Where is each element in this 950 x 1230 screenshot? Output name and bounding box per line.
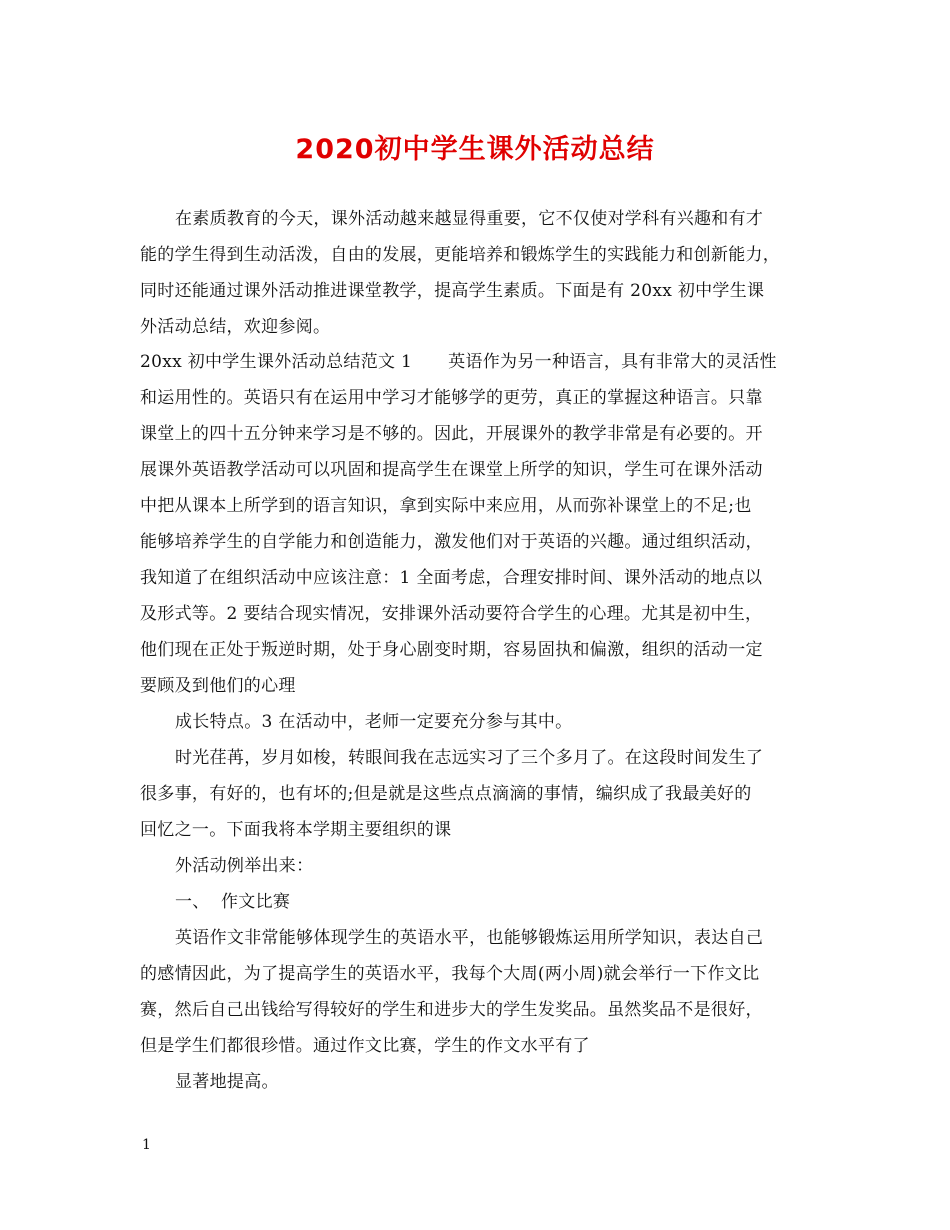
paragraph-line: 但是学生们都很珍惜。通过作文比赛，学生的作文水平有了 [140,1036,590,1056]
paragraph-line: 及形式等。2 要结合现实情况，安排课外活动要符合学生的心理。尤其是初中生， [140,604,763,624]
page-number: 1 [142,1137,151,1153]
paragraph-line: 外活动总结，欢迎参阅。 [140,317,331,337]
paragraph-line: 在素质教育的今天，课外活动越来越显得重要，它不仅使对学科有兴趣和有才 [175,209,764,229]
paragraph-line: 成长特点。3 在活动中，老师一定要充分参与其中。 [175,712,573,732]
paragraph-line: 他们现在正处于叛逆时期，处于身心剧变时期，容易固执和偏激，组织的活动一定 [140,640,763,660]
paragraph-line: 同时还能通过课外活动推进课堂教学，提高学生素质。下面是有 20xx 初中学生课 [140,281,765,301]
paragraph-line: 英语作文非常能够体现学生的英语水平，也能够锻炼运用所学知识，表达自己 [175,928,764,948]
section-heading: 一、 作文比赛 [175,892,291,912]
paragraph-line: 要顾及到他们的心理 [140,676,296,696]
section-heading: 20xx 初中学生课外活动总结范文 1 [140,352,413,372]
paragraph-line: 我知道了在组织活动中应该注意：1 全面考虑，合理安排时间、课外活动的地点以 [140,568,763,588]
paragraph-line: 的感情因此，为了提高学生的英语水平，我每个大周(两小周)就会举行一下作文比 [140,964,760,984]
paragraph-line: 能的学生得到生动活泼，自由的发展，更能培养和锻炼学生的实践能力和创新能力， [140,245,781,265]
paragraph-line: 外活动例举出来： [175,856,314,876]
paragraph-line: 展课外英语教学活动可以巩固和提高学生在课堂上所学的知识，学生可在课外活动 [140,460,763,480]
paragraph-line: 显著地提高。 [175,1072,279,1092]
paragraph-line: 很多事，有好的，也有坏的;但是就是这些点点滴滴的事情，编织成了我最美好的 [140,784,752,804]
paragraph-line: 能够培养学生的自学能力和创造能力，激发他们对于英语的兴趣。通过组织活动， [140,532,763,552]
paragraph-text: 英语作为另一种语言，具有非常大的灵活性 [448,352,777,372]
paragraph-line: 回忆之一。下面我将本学期主要组织的课 [140,820,452,840]
paragraph-line: 和运用性的。英语只有在运用中学习才能够学的更劳，真正的掌握这种语言。只靠 [140,388,763,408]
paragraph-line: 赛，然后自己出钱给写得较好的学生和进步大的学生发奖品。虽然奖品不是很好， [140,1000,763,1020]
paragraph-line: 课堂上的四十五分钟来学习是不够的。因此，开展课外的教学非常是有必要的。开 [140,424,763,444]
paragraph-line: 时光荏苒，岁月如梭，转眼间我在志远实习了三个多月了。在这段时间发生了 [175,748,764,768]
document-title: 2020初中学生课外活动总结 [295,134,655,165]
paragraph-line: 中把从课本上所学到的语言知识，拿到实际中来应用，从而弥补课堂上的不足;也 [140,496,752,516]
paragraph-line-composite [140,346,820,378]
